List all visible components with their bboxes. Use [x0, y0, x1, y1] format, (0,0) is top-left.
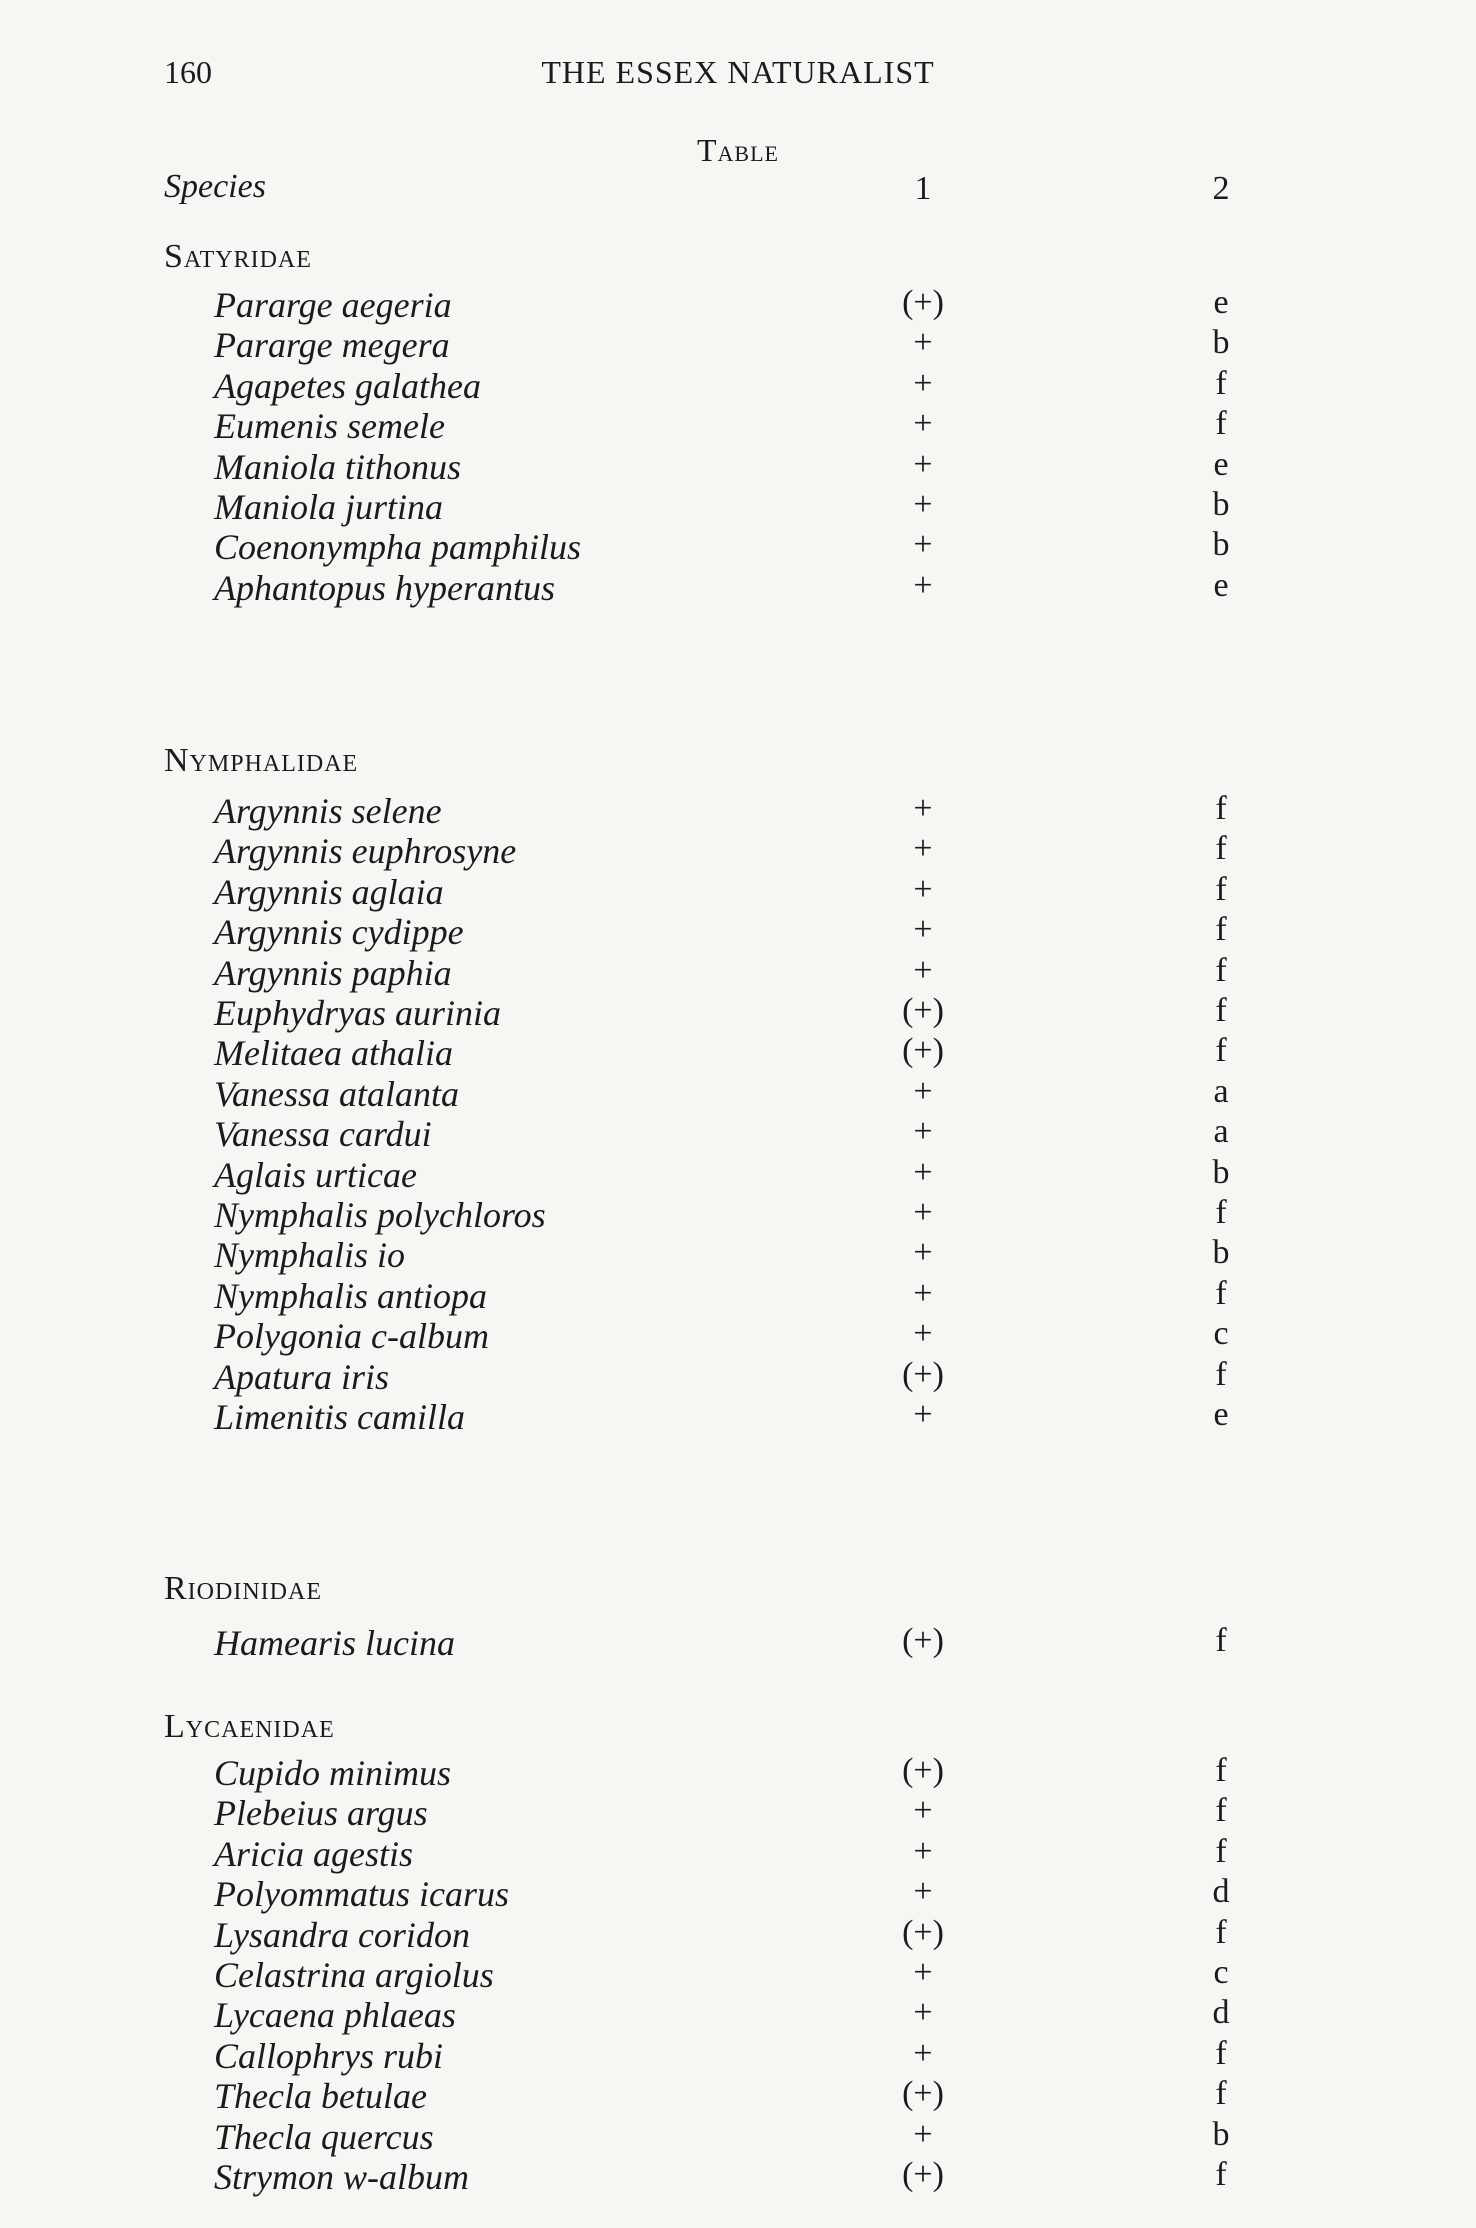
- column-2-value: f: [1215, 364, 1227, 402]
- species-name: Pararge megera: [214, 325, 450, 366]
- column-2-value: c: [1213, 1315, 1229, 1353]
- column-1-value: +: [913, 2115, 933, 2153]
- column-2-value: f: [1215, 870, 1227, 908]
- column-2-value: a: [1213, 1072, 1229, 1110]
- column-2-value: f: [1215, 2156, 1227, 2193]
- column-1-value: +: [913, 1194, 933, 1231]
- column-2-value: a: [1213, 1113, 1229, 1151]
- species-name: Thecla betulae: [214, 2076, 427, 2117]
- table-row: [0, 1792, 1476, 1832]
- species-name: Strymon w-album: [214, 2157, 469, 2197]
- column-2-header: 2: [1212, 170, 1230, 207]
- column-1-value: +: [913, 526, 933, 564]
- column-1-value: +: [913, 324, 933, 362]
- column-1-value: (+): [902, 1752, 944, 1789]
- page-number: 160: [164, 54, 212, 90]
- species-column-header: Species: [164, 168, 266, 205]
- column-2-value: f: [1215, 1752, 1227, 1789]
- column-2-value: f: [1215, 1274, 1227, 1312]
- column-1-header: 1: [914, 170, 932, 207]
- family-heading: Nymphalidae: [164, 742, 359, 779]
- table-row: [0, 952, 1476, 992]
- species-name: Maniola tithonus: [214, 446, 462, 487]
- column-1-value: +: [913, 1792, 933, 1830]
- species-name: Lycaena phlaeas: [214, 1995, 456, 2036]
- species-name: Agapetes galathea: [214, 365, 481, 406]
- species-name: Vanessa atalanta: [214, 1073, 460, 1114]
- column-1-value: +: [913, 405, 933, 443]
- species-name: Plebeius argus: [214, 1793, 428, 1834]
- running-head: THE ESSEX NATURALIST: [541, 54, 935, 90]
- species-name: Eumenis semele: [214, 406, 445, 447]
- species-name: Coenonympha pamphilus: [214, 527, 581, 568]
- column-2-value: e: [1213, 1396, 1229, 1433]
- table-row: [0, 324, 1476, 364]
- column-1-value: +: [913, 1994, 933, 2032]
- table-row: [0, 1914, 1476, 1954]
- species-name: Pararge aegeria: [214, 285, 452, 325]
- table-row: [0, 1275, 1476, 1315]
- family-heading: Lycaenidae: [164, 1708, 335, 1745]
- column-1-value: +: [913, 1315, 933, 1353]
- column-2-value: f: [1215, 1832, 1227, 1870]
- column-2-value: f: [1215, 1194, 1227, 1231]
- column-1-value: (+): [902, 1032, 944, 1070]
- column-2-value: f: [1215, 1622, 1227, 1659]
- column-2-value: b: [1212, 486, 1230, 523]
- species-name: Lysandra coridon: [214, 1914, 470, 1955]
- species-name: Nymphalis io: [214, 1235, 406, 1276]
- column-2-value: b: [1212, 324, 1230, 362]
- species-name: Argynnis paphia: [214, 952, 452, 993]
- table-row: [0, 1833, 1476, 1873]
- column-1-value: +: [913, 951, 933, 989]
- species-name: Thecla quercus: [214, 2116, 434, 2157]
- table-row: [0, 2156, 1476, 2196]
- table-row: [0, 2035, 1476, 2075]
- table-row: [0, 1234, 1476, 1274]
- column-1-value: (+): [902, 1913, 944, 1951]
- column-2-value: b: [1212, 526, 1230, 564]
- column-2-value: f: [1215, 992, 1227, 1029]
- table-row: [0, 790, 1476, 830]
- table-row: [0, 1154, 1476, 1194]
- column-2-value: f: [1215, 1355, 1227, 1393]
- species-name: Euphydryas aurinia: [214, 993, 501, 1033]
- column-1-value: (+): [902, 2156, 944, 2193]
- column-2-value: f: [1215, 2034, 1227, 2072]
- table-row: [0, 1032, 1476, 1072]
- species-name: Maniola jurtina: [214, 487, 444, 527]
- column-1-value: +: [913, 870, 933, 908]
- table-row: [0, 871, 1476, 911]
- column-1-value: +: [913, 1234, 933, 1272]
- column-1-value: +: [913, 364, 933, 402]
- family-heading: Riodinidae: [164, 1570, 322, 1607]
- column-2-value: d: [1212, 1873, 1230, 1911]
- column-2-value: f: [1215, 405, 1227, 443]
- species-name: Polygonia c-album: [214, 1316, 489, 1357]
- table-row: [0, 911, 1476, 951]
- column-2-value: f: [1215, 830, 1227, 868]
- table-row: [0, 1315, 1476, 1355]
- column-2-value: b: [1212, 2115, 1230, 2153]
- table-row: [0, 2116, 1476, 2156]
- table-row: [0, 284, 1476, 324]
- column-2-value: f: [1215, 1032, 1227, 1070]
- table-row: [0, 1113, 1476, 1153]
- species-name: Callophrys rubi: [214, 2035, 444, 2076]
- table-row: [0, 2075, 1476, 2115]
- column-1-value: +: [913, 911, 933, 949]
- column-2-value: e: [1213, 284, 1229, 321]
- table-row: [0, 405, 1476, 445]
- species-name: Polyommatus icarus: [214, 1874, 509, 1915]
- table-row: [0, 1873, 1476, 1913]
- column-2-value: e: [1213, 566, 1229, 604]
- column-2-value: f: [1215, 790, 1227, 827]
- species-name: Vanessa cardui: [214, 1114, 432, 1155]
- species-name: Melitaea athalia: [214, 1033, 453, 1074]
- table-row: [0, 446, 1476, 486]
- table-row: [0, 1356, 1476, 1396]
- column-1-value: (+): [902, 1355, 944, 1393]
- table-row: [0, 1954, 1476, 1994]
- column-1-value: +: [913, 1113, 933, 1151]
- species-name: Argynnis selene: [214, 791, 442, 831]
- column-1-value: +: [913, 445, 933, 483]
- column-1-value: +: [913, 1954, 933, 1991]
- column-2-value: f: [1215, 1913, 1227, 1951]
- column-1-value: +: [913, 1396, 933, 1433]
- species-name: Celastrina argiolus: [214, 1955, 494, 1995]
- table-row: [0, 365, 1476, 405]
- column-2-value: c: [1213, 1954, 1229, 1991]
- column-1-value: +: [913, 2034, 933, 2072]
- column-2-value: e: [1213, 445, 1229, 483]
- column-1-value: (+): [902, 1622, 944, 1659]
- column-2-value: f: [1215, 2075, 1227, 2113]
- column-2-value: d: [1212, 1994, 1230, 2032]
- species-name: Nymphalis antiopa: [214, 1275, 488, 1316]
- column-1-value: +: [913, 486, 933, 523]
- column-1-value: +: [913, 1072, 933, 1110]
- column-1-value: (+): [902, 2075, 944, 2113]
- column-2-value: f: [1215, 911, 1227, 949]
- table-row: [0, 1073, 1476, 1113]
- column-1-value: +: [913, 1274, 933, 1312]
- table-row: [0, 1194, 1476, 1234]
- species-name: Apatura iris: [214, 1356, 390, 1397]
- column-1-value: +: [913, 1873, 933, 1911]
- species-name: Argynnis euphrosyne: [214, 831, 517, 872]
- column-1-value: +: [913, 566, 933, 604]
- table-caption: Table: [697, 132, 779, 168]
- table-row: [0, 567, 1476, 607]
- table-row: [0, 1752, 1476, 1792]
- column-2-value: f: [1215, 951, 1227, 989]
- table-row: [0, 830, 1476, 870]
- table-row: [0, 526, 1476, 566]
- species-name: Aglais urticae: [214, 1154, 417, 1195]
- table-row: [0, 992, 1476, 1032]
- column-1-value: +: [913, 790, 933, 827]
- species-name: Limenitis camilla: [214, 1397, 465, 1437]
- column-1-value: (+): [902, 992, 944, 1029]
- column-2-value: f: [1215, 1792, 1227, 1830]
- species-name: Argynnis cydippe: [214, 912, 464, 953]
- column-1-value: +: [913, 1832, 933, 1870]
- species-name: Aricia agestis: [214, 1833, 413, 1874]
- species-name: Nymphalis polychloros: [214, 1195, 546, 1235]
- species-name: Aphantopus hyperantus: [214, 567, 555, 608]
- column-2-value: b: [1212, 1234, 1230, 1272]
- table-row: [0, 1994, 1476, 2034]
- species-name: Hamearis lucina: [214, 1623, 455, 1663]
- table-row: [0, 486, 1476, 526]
- column-1-value: +: [913, 1153, 933, 1191]
- family-heading: Satyridae: [164, 238, 312, 275]
- column-1-value: (+): [902, 284, 944, 321]
- species-name: Argynnis aglaia: [214, 871, 444, 912]
- table-row: [0, 1396, 1476, 1436]
- species-name: Cupido minimus: [214, 1753, 452, 1793]
- table-row: [0, 1622, 1476, 1662]
- column-1-value: +: [913, 830, 933, 868]
- column-2-value: b: [1212, 1153, 1230, 1191]
